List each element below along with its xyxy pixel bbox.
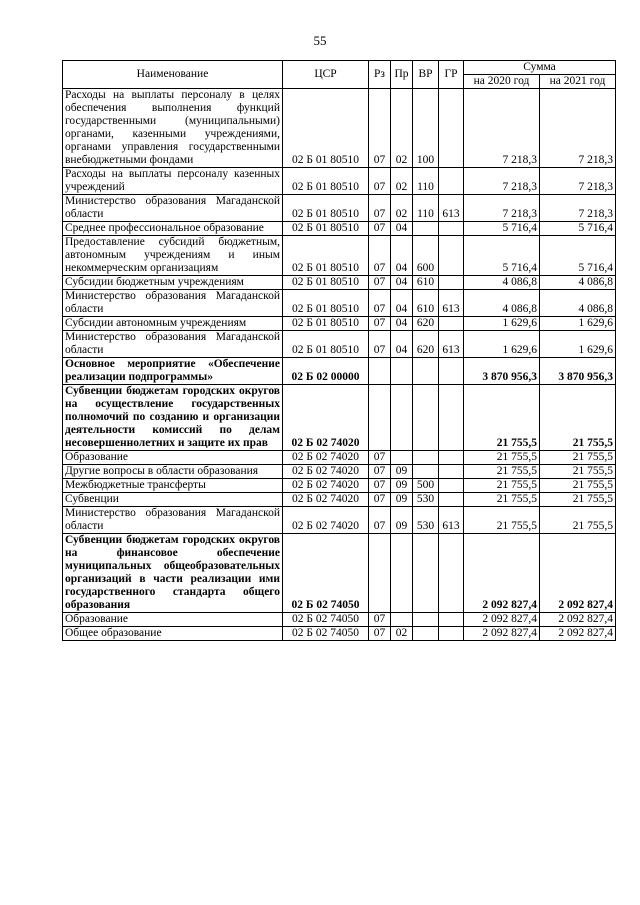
cell-csr: 02 Б 01 80510	[283, 168, 369, 195]
cell-vr	[413, 451, 439, 465]
cell-sum-2020: 1 629,6	[464, 317, 540, 331]
cell-name: Министерство образования Магаданской области	[63, 331, 283, 358]
cell-rz: 07	[369, 613, 391, 627]
cell-rz: 07	[369, 465, 391, 479]
cell-vr: 610	[413, 276, 439, 290]
cell-csr: 02 Б 01 80510	[283, 290, 369, 317]
cell-sum-2021: 21 755,5	[540, 479, 616, 493]
cell-rz: 07	[369, 627, 391, 641]
cell-pr: 04	[391, 236, 413, 276]
cell-pr	[391, 534, 413, 613]
cell-name: Субсидии бюджетным учреждениям	[63, 276, 283, 290]
cell-name: Образование	[63, 613, 283, 627]
cell-rz	[369, 385, 391, 451]
cell-sum-2020: 2 092 827,4	[464, 534, 540, 613]
cell-rz: 07	[369, 276, 391, 290]
cell-sum-2020: 4 086,8	[464, 276, 540, 290]
cell-name: Расходы на выплаты персоналу в целях обеспечения выполнения функций государственными (муниципальными) органами, казенными учреждениями, органами управления государственными внебюджетными фондами	[63, 89, 283, 168]
page-number: 55	[313, 33, 327, 48]
cell-csr: 02 Б 02 74050	[283, 627, 369, 641]
header-year-2020: на 2020 год	[464, 75, 540, 89]
cell-sum-2021: 5 716,4	[540, 222, 616, 236]
cell-csr: 02 Б 02 74020	[283, 507, 369, 534]
cell-sum-2021: 7 218,3	[540, 195, 616, 222]
cell-name: Расходы на выплаты персоналу казенных учреждений	[63, 168, 283, 195]
cell-sum-2020: 7 218,3	[464, 168, 540, 195]
header-vr: ВР	[413, 61, 439, 89]
cell-pr	[391, 385, 413, 451]
cell-csr: 02 Б 02 74050	[283, 534, 369, 613]
cell-name: Министерство образования Магаданской области	[63, 290, 283, 317]
cell-pr: 04	[391, 222, 413, 236]
cell-rz: 07	[369, 195, 391, 222]
cell-sum-2021: 4 086,8	[540, 276, 616, 290]
cell-rz: 07	[369, 317, 391, 331]
table-row	[63, 613, 616, 627]
cell-gr: 613	[439, 507, 464, 534]
cell-gr	[439, 222, 464, 236]
cell-gr: 613	[439, 195, 464, 222]
cell-vr: 620	[413, 317, 439, 331]
cell-name: Субсидии автономным учреждениям	[63, 317, 283, 331]
cell-pr: 02	[391, 195, 413, 222]
cell-name: Субвенции бюджетам городских округов на осуществление государственных полномочий по созданию и организации деятельности комиссий по делам несовершеннолетних и защите их прав	[63, 385, 283, 451]
cell-sum-2021: 21 755,5	[540, 451, 616, 465]
cell-gr	[439, 613, 464, 627]
cell-gr	[439, 627, 464, 641]
cell-pr: 09	[391, 479, 413, 493]
table-row	[63, 507, 616, 534]
cell-sum-2020: 3 870 956,3	[464, 358, 540, 385]
cell-gr	[439, 385, 464, 451]
table-body	[63, 89, 616, 641]
header-pr: Пр	[391, 61, 413, 89]
cell-vr: 110	[413, 195, 439, 222]
cell-gr	[439, 236, 464, 276]
cell-vr	[413, 222, 439, 236]
cell-sum-2020: 21 755,5	[464, 385, 540, 451]
table-row	[63, 479, 616, 493]
cell-gr	[439, 168, 464, 195]
table-row	[63, 236, 616, 276]
cell-csr: 02 Б 02 74050	[283, 613, 369, 627]
cell-vr	[413, 613, 439, 627]
header-year-2021: на 2021 год	[540, 75, 616, 89]
cell-sum-2021: 1 629,6	[540, 317, 616, 331]
cell-sum-2021: 2 092 827,4	[540, 627, 616, 641]
cell-vr: 610	[413, 290, 439, 317]
header-name: Наименование	[63, 61, 283, 89]
table-row	[63, 493, 616, 507]
cell-name: Образование	[63, 451, 283, 465]
cell-gr	[439, 276, 464, 290]
cell-pr: 09	[391, 465, 413, 479]
table-row	[63, 331, 616, 358]
cell-sum-2020: 5 716,4	[464, 222, 540, 236]
cell-vr	[413, 627, 439, 641]
cell-sum-2021: 7 218,3	[540, 168, 616, 195]
cell-name: Межбюджетные трансферты	[63, 479, 283, 493]
cell-vr	[413, 534, 439, 613]
cell-csr: 02 Б 01 80510	[283, 222, 369, 236]
table-row	[63, 195, 616, 222]
cell-pr: 02	[391, 168, 413, 195]
cell-gr	[439, 479, 464, 493]
table-row	[63, 222, 616, 236]
cell-name: Субвенции	[63, 493, 283, 507]
cell-pr: 04	[391, 290, 413, 317]
cell-csr: 02 Б 02 74020	[283, 451, 369, 465]
cell-sum-2020: 21 755,5	[464, 451, 540, 465]
cell-sum-2020: 7 218,3	[464, 89, 540, 168]
cell-sum-2020: 2 092 827,4	[464, 613, 540, 627]
cell-pr: 04	[391, 317, 413, 331]
cell-sum-2021: 7 218,3	[540, 89, 616, 168]
cell-sum-2020: 2 092 827,4	[464, 627, 540, 641]
cell-rz: 07	[369, 507, 391, 534]
cell-csr: 02 Б 02 74020	[283, 493, 369, 507]
cell-vr: 500	[413, 479, 439, 493]
cell-vr: 100	[413, 89, 439, 168]
table-row	[63, 276, 616, 290]
cell-rz: 07	[369, 168, 391, 195]
budget-table	[62, 60, 616, 641]
table-row	[63, 627, 616, 641]
cell-name: Общее образование	[63, 627, 283, 641]
cell-vr: 600	[413, 236, 439, 276]
cell-gr	[439, 451, 464, 465]
cell-csr: 02 Б 01 80510	[283, 195, 369, 222]
cell-vr	[413, 465, 439, 479]
cell-vr	[413, 358, 439, 385]
cell-gr: 613	[439, 290, 464, 317]
cell-sum-2020: 4 086,8	[464, 290, 540, 317]
cell-sum-2021: 2 092 827,4	[540, 613, 616, 627]
cell-name: Министерство образования Магаданской области	[63, 195, 283, 222]
cell-csr: 02 Б 01 80510	[283, 236, 369, 276]
cell-pr: 09	[391, 493, 413, 507]
cell-vr: 620	[413, 331, 439, 358]
cell-csr: 02 Б 02 74020	[283, 479, 369, 493]
table-row	[63, 168, 616, 195]
cell-sum-2021: 5 716,4	[540, 236, 616, 276]
cell-pr: 02	[391, 627, 413, 641]
cell-gr	[439, 317, 464, 331]
cell-gr: 613	[439, 331, 464, 358]
cell-pr: 04	[391, 331, 413, 358]
cell-pr: 04	[391, 276, 413, 290]
cell-pr	[391, 358, 413, 385]
cell-name: Среднее профессиональное образование	[63, 222, 283, 236]
cell-vr	[413, 385, 439, 451]
cell-rz: 07	[369, 290, 391, 317]
header-gr: ГР	[439, 61, 464, 89]
header-sum: Сумма	[464, 61, 616, 75]
cell-rz	[369, 358, 391, 385]
table-row	[63, 89, 616, 168]
cell-csr: 02 Б 01 80510	[283, 317, 369, 331]
cell-gr	[439, 465, 464, 479]
cell-sum-2020: 21 755,5	[464, 493, 540, 507]
cell-rz	[369, 534, 391, 613]
cell-sum-2020: 7 218,3	[464, 195, 540, 222]
cell-rz: 07	[369, 236, 391, 276]
cell-vr: 530	[413, 493, 439, 507]
cell-sum-2021: 21 755,5	[540, 385, 616, 451]
cell-csr: 02 Б 02 74020	[283, 465, 369, 479]
cell-sum-2020: 1 629,6	[464, 331, 540, 358]
cell-gr	[439, 89, 464, 168]
cell-rz: 07	[369, 493, 391, 507]
cell-sum-2021: 1 629,6	[540, 331, 616, 358]
cell-csr: 02 Б 01 80510	[283, 331, 369, 358]
cell-rz: 07	[369, 222, 391, 236]
cell-rz: 07	[369, 331, 391, 358]
cell-sum-2021: 21 755,5	[540, 507, 616, 534]
cell-pr: 02	[391, 89, 413, 168]
table-row	[63, 451, 616, 465]
cell-sum-2021: 4 086,8	[540, 290, 616, 317]
header-csr: ЦСР	[283, 61, 369, 89]
cell-sum-2021: 2 092 827,4	[540, 534, 616, 613]
cell-csr: 02 Б 02 00000	[283, 358, 369, 385]
cell-gr	[439, 493, 464, 507]
cell-name: Субвенции бюджетам городских округов на финансовое обеспечение муниципальных общеобразовательных организаций в части реализации ими государственного стандарта общего образования	[63, 534, 283, 613]
table-row	[63, 534, 616, 613]
cell-vr: 530	[413, 507, 439, 534]
cell-csr: 02 Б 01 80510	[283, 276, 369, 290]
cell-name: Другие вопросы в области образования	[63, 465, 283, 479]
cell-rz: 07	[369, 89, 391, 168]
cell-sum-2021: 3 870 956,3	[540, 358, 616, 385]
cell-pr	[391, 451, 413, 465]
cell-sum-2020: 21 755,5	[464, 479, 540, 493]
cell-rz: 07	[369, 451, 391, 465]
cell-pr	[391, 613, 413, 627]
cell-sum-2020: 21 755,5	[464, 465, 540, 479]
table-row	[63, 358, 616, 385]
cell-vr: 110	[413, 168, 439, 195]
header-rz: Рз	[369, 61, 391, 89]
cell-sum-2020: 5 716,4	[464, 236, 540, 276]
cell-name: Основное мероприятие «Обеспечение реализации подпрограммы»	[63, 358, 283, 385]
table-row	[63, 317, 616, 331]
cell-sum-2021: 21 755,5	[540, 465, 616, 479]
cell-gr	[439, 534, 464, 613]
cell-csr: 02 Б 02 74020	[283, 385, 369, 451]
cell-name: Министерство образования Магаданской области	[63, 507, 283, 534]
table-row	[63, 290, 616, 317]
cell-sum-2020: 21 755,5	[464, 507, 540, 534]
table-row	[63, 385, 616, 451]
cell-gr	[439, 358, 464, 385]
cell-sum-2021: 21 755,5	[540, 493, 616, 507]
cell-name: Предоставление субсидий бюджетным, автономным учреждениям и иным некоммерческим организациям	[63, 236, 283, 276]
cell-pr: 09	[391, 507, 413, 534]
cell-rz: 07	[369, 479, 391, 493]
table-row	[63, 465, 616, 479]
cell-csr: 02 Б 01 80510	[283, 89, 369, 168]
